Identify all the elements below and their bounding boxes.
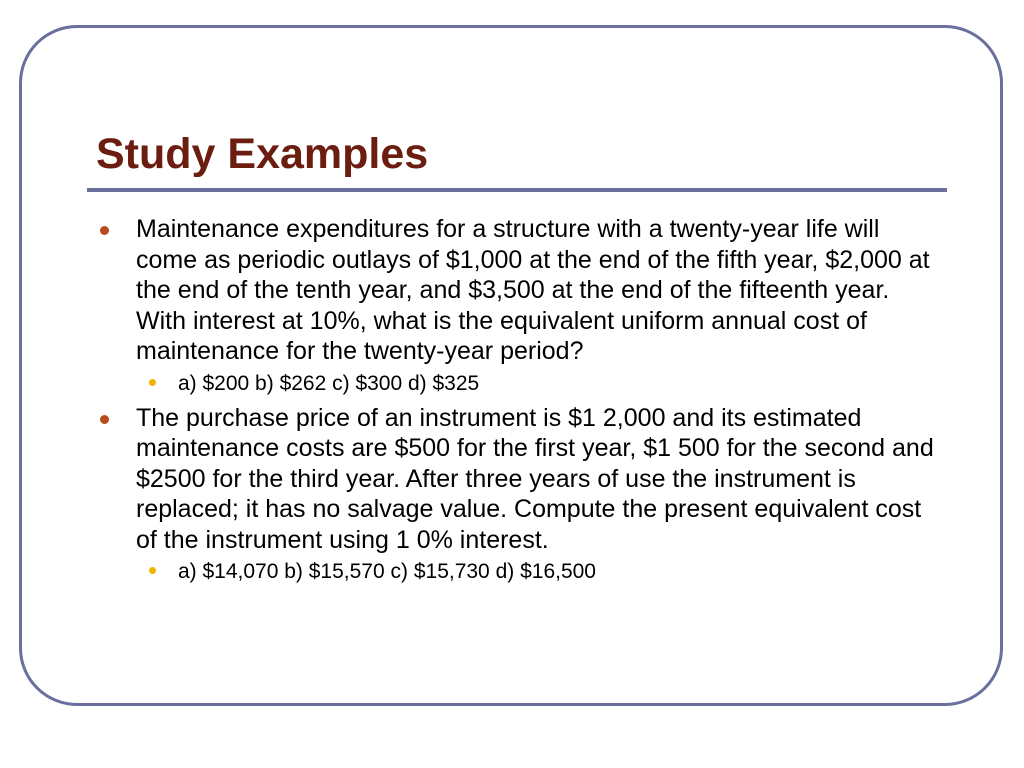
question-2: [96, 403, 946, 556]
slide-title: Study Examples: [96, 130, 429, 178]
sub-bullet-icon: [149, 567, 156, 574]
title-divider: [87, 188, 947, 192]
question-1-options-text: a) $200 b) $262 c) $300 d) $325: [178, 371, 480, 395]
question-2-options-text: a) $14,070 b) $15,570 c) $15,730 d) $16,500: [178, 560, 596, 583]
bullet-icon: [100, 226, 109, 235]
question-2-text: The purchase price of an instrument is $1 2,000 and its estimated maintenance costs are $500 for the first year, $1 500 for the second and $2500 for the third year. After three years of use the instrument is replaced; it has no salvage value. Compute the present equivalent cost of the instrument using 1 0% interest.: [136, 403, 934, 554]
question-1: [96, 214, 946, 367]
question-1-options: [96, 371, 946, 397]
slide-content: [96, 214, 946, 591]
question-2-options: [96, 559, 946, 585]
question-1-text: Maintenance expenditures for a structure with a twenty-year life will come as periodic outlays of $1,000 at the end of the fifth year, $2,000 at the end of the tenth year, and $3,500 at the end of the fifteenth year. With interest at 10%, what is the equivalent uniform annual cost of maintenance for the twenty-year period?: [136, 215, 930, 365]
bullet-icon: [100, 415, 109, 424]
sub-bullet-icon: [149, 379, 156, 386]
